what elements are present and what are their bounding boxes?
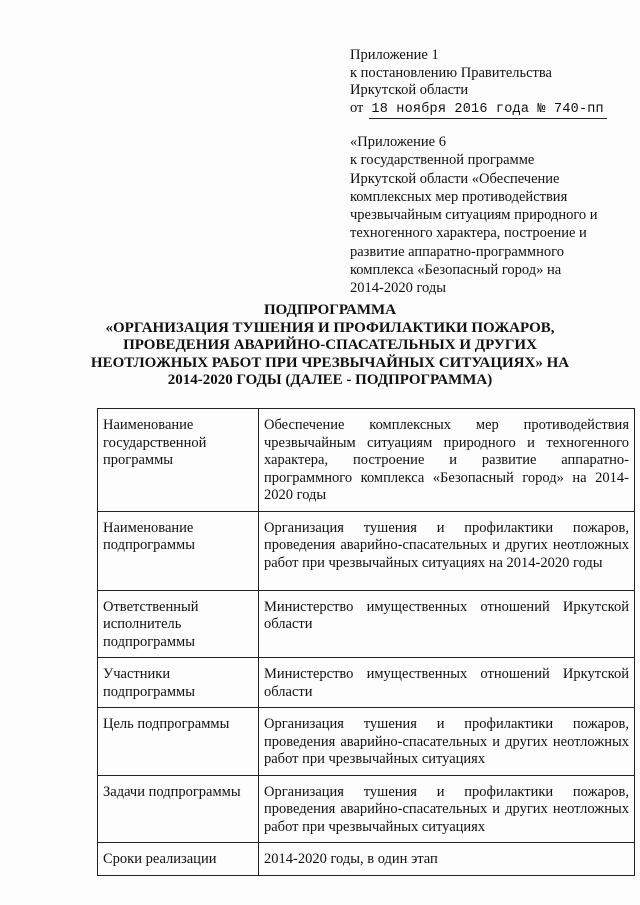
appendix-6-line: к государственной программе bbox=[350, 152, 535, 169]
title-line: 2014-2020 ГОДЫ (ДАЛЕЕ - ПОДПРОГРАММА) bbox=[167, 372, 493, 389]
table-row bbox=[98, 658, 635, 708]
appendix-1-title: Приложение 1 bbox=[350, 47, 439, 63]
table-row bbox=[98, 511, 635, 590]
table-row bbox=[98, 590, 635, 658]
row-value: Министерство имущественных отношений Иркутской области bbox=[259, 658, 635, 708]
row-label: Наименование подпрограммы bbox=[98, 511, 259, 590]
appendix-6-line: развитие аппаратно-программного bbox=[350, 243, 564, 260]
appendix-1-header bbox=[350, 47, 630, 119]
table-row bbox=[98, 409, 635, 512]
appendix-6-line: Иркутской области «Обеспечение bbox=[350, 170, 560, 187]
title-line: ПРОВЕДЕНИЯ АВАРИЙНО-СПАСАТЕЛЬНЫХ И ДРУГИХ bbox=[123, 337, 537, 354]
subprogram-passport-table bbox=[97, 408, 635, 876]
row-value: Организация тушения и профилактики пожаров, проведения аварийно-спасательных и других неотложных работ при чрезвычайных ситуациях bbox=[259, 708, 635, 776]
row-label: Ответственный исполнитель подпрограммы bbox=[98, 590, 259, 658]
date-prefix: от bbox=[350, 99, 364, 116]
row-value: Обеспечение комплексных мер противодействия чрезвычайным ситуациям природного и техногенного характера, построение и развитие аппаратно-программного комплекса «Безопасный город» на 2014-2020 годы bbox=[259, 409, 635, 512]
row-value: Министерство имущественных отношений Иркутской области bbox=[259, 590, 635, 658]
title-line: ПОДПРОГРАММА bbox=[263, 302, 397, 318]
appendix-1-date-line bbox=[350, 100, 630, 120]
row-label: Наименование государственной программы bbox=[98, 409, 259, 512]
title-line: «ОРГАНИЗАЦИЯ ТУШЕНИЯ И ПРОФИЛАКТИКИ ПОЖАРОВ, bbox=[105, 319, 555, 336]
row-label: Сроки реализации bbox=[98, 843, 259, 876]
resolution-date-number: 18 ноября 2016 года № 740-пп bbox=[369, 101, 606, 120]
row-label: Цель подпрограммы bbox=[98, 708, 259, 776]
row-label: Участники подпрограммы bbox=[98, 658, 259, 708]
subprogram-title bbox=[60, 302, 600, 390]
appendix-1-line-3: Иркутской области bbox=[350, 82, 469, 98]
row-value: Организация тушения и профилактики пожаров, проведения аварийно-спасательных и других неотложных работ при чрезвычайных ситуациях на 2014-2020 годы bbox=[259, 511, 635, 590]
row-label: Задачи подпрограммы bbox=[98, 775, 259, 843]
appendix-6-line: «Приложение 6 bbox=[350, 134, 446, 150]
appendix-6-line: техногенного характера, построение и bbox=[350, 225, 587, 242]
row-value: Организация тушения и профилактики пожаров, проведения аварийно-спасательных и других неотложных работ при чрезвычайных ситуациях bbox=[259, 775, 635, 843]
appendix-6-line: чрезвычайным ситуациям природного и bbox=[350, 207, 598, 224]
appendix-6-line: комплекса «Безопасный город» на bbox=[350, 262, 562, 279]
table-row bbox=[98, 775, 635, 843]
title-line: НЕОТЛОЖНЫХ РАБОТ ПРИ ЧРЕЗВЫЧАЙНЫХ СИТУАЦИЯХ» НА bbox=[90, 354, 570, 371]
row-value: 2014-2020 годы, в один этап bbox=[259, 843, 635, 876]
appendix-1-line-2: к постановлению Правительства bbox=[350, 64, 552, 81]
appendix-6-header bbox=[350, 133, 630, 298]
table-row bbox=[98, 843, 635, 876]
table-row bbox=[98, 708, 635, 776]
appendix-6-line: 2014-2020 годы bbox=[350, 280, 446, 297]
appendix-6-line: комплексных мер противодействия bbox=[350, 188, 568, 205]
